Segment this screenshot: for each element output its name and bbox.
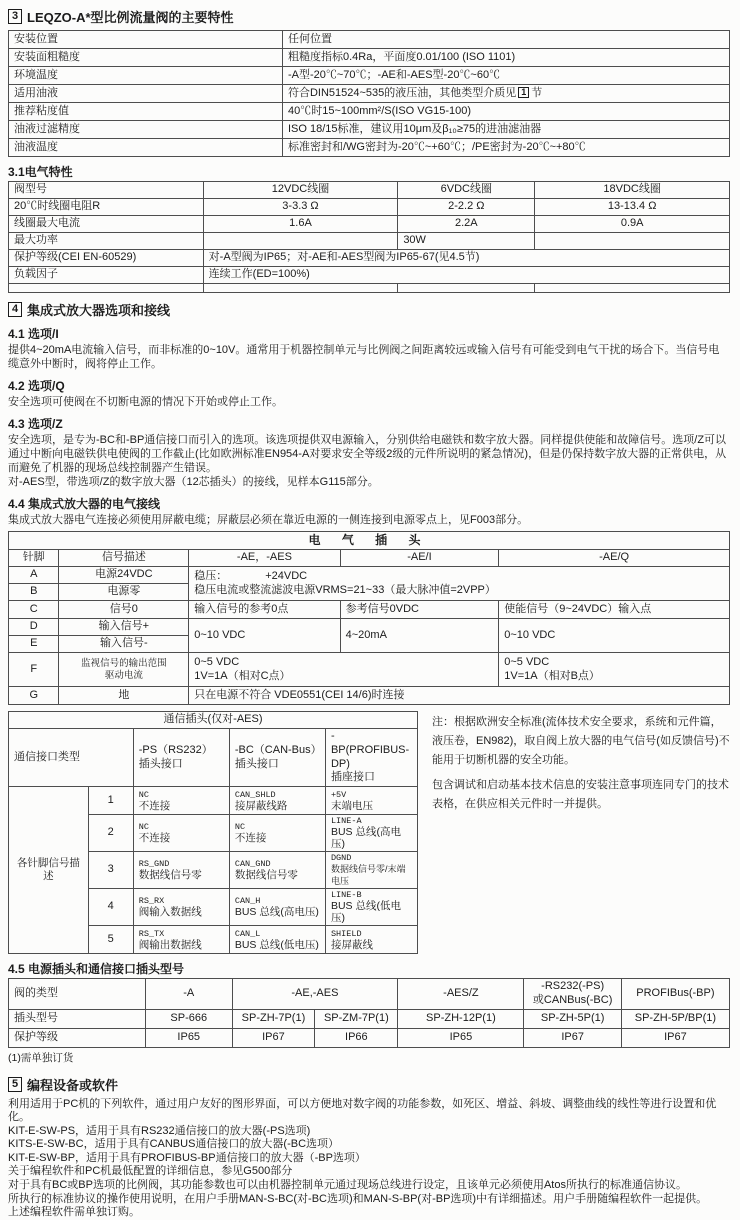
section-4-2-text: 安全选项可使阀在不切断电源的情况下开始或停止工作。 bbox=[8, 396, 283, 408]
body-line: 利用适用于PC机的下列软件，通过用户友好的图形界面，可以方便地对数字阀的功能参数，如死区、增益、斜坡、调整曲线的线性等进行设置和优化。 bbox=[8, 1097, 717, 1124]
table-row bbox=[9, 182, 730, 199]
row-label: 负载因子 bbox=[9, 267, 204, 284]
table-row bbox=[9, 601, 730, 619]
body-line: 上述编程软件需单独订购。 bbox=[8, 1206, 140, 1219]
column-header: -A bbox=[145, 979, 232, 1010]
table-row bbox=[9, 619, 730, 636]
body-line: 所执行的标准协议的操作使用说明，在用户手册MAN-S-BC(对-BC选项)和MAN-S-BP(对-BP选项)中有详细描述。用户手册随编程软件一起提供。 bbox=[8, 1192, 708, 1205]
table-row bbox=[9, 250, 730, 267]
table-row bbox=[9, 139, 730, 157]
cell: 0~10 VDC bbox=[499, 619, 730, 653]
pin-cell: E bbox=[9, 636, 59, 653]
table-row bbox=[9, 687, 730, 705]
comm-and-note-row bbox=[8, 711, 730, 954]
cell bbox=[189, 567, 730, 601]
signal-code: +5V bbox=[330, 789, 347, 800]
cell: 输入信号的参考0点 bbox=[189, 601, 340, 619]
signal-desc: 不连接 bbox=[234, 832, 267, 844]
cell bbox=[229, 787, 325, 815]
cell: IP67 bbox=[524, 1028, 621, 1047]
signal-code: LINE-B bbox=[330, 890, 362, 900]
spec-label: 安装面粗糙度 bbox=[9, 49, 283, 67]
signal-desc: BUS 总线(低电压) bbox=[234, 938, 319, 951]
signal-desc: 末端电压 bbox=[330, 799, 373, 812]
cell: 只在电源不符合 VDE0551(CEI 14/6)时连接 bbox=[189, 687, 730, 705]
cell bbox=[229, 815, 325, 852]
desc-line: 驱动电流 bbox=[104, 669, 143, 681]
cell bbox=[229, 926, 325, 954]
table-row bbox=[9, 567, 730, 584]
section-4-3-heading: 4.3 选项/Z bbox=[8, 417, 63, 431]
column-header: -AE/I bbox=[340, 550, 499, 567]
cell bbox=[499, 653, 730, 687]
section-4-2-heading: 4.2 选项/Q bbox=[8, 379, 65, 393]
cell: 2-2.2 Ω bbox=[398, 199, 535, 216]
cell bbox=[229, 852, 325, 889]
signal-desc: 电源零 bbox=[59, 584, 189, 601]
header-line: -BC（CAN-Bus） bbox=[234, 743, 322, 756]
table-row bbox=[9, 103, 730, 121]
value-line: 1V=1A（相对B点） bbox=[504, 669, 600, 682]
section-4-5-heading: 4.5 电源插头和通信接口插头型号 bbox=[8, 962, 185, 976]
column-header: PROFIBus(-BP) bbox=[621, 979, 729, 1010]
section-4-number-box: 4 bbox=[8, 302, 22, 317]
pin-cell: G bbox=[9, 687, 59, 705]
table-row bbox=[9, 284, 730, 293]
section-4-title-text: 集成式放大器选项和接线 bbox=[27, 303, 171, 318]
cell: IP65 bbox=[145, 1028, 232, 1047]
signal-code: CAN_H bbox=[234, 896, 261, 906]
section-5-number-box: 5 bbox=[8, 1077, 22, 1092]
value-text: 稳压： bbox=[194, 569, 228, 582]
signal-desc: BUS 总线(高电压) bbox=[330, 826, 401, 850]
table-row bbox=[9, 267, 730, 284]
column-header: -AES/Z bbox=[398, 979, 524, 1010]
column-header: 阀型号 bbox=[9, 182, 204, 199]
signal-desc: 数据线信号零 bbox=[234, 869, 298, 881]
column-header: 信号描述 bbox=[59, 550, 189, 567]
body-line: KIT-E-SW-BP，适用于具有PROFIBUS-BP通信接口的放大器（-BP选项） bbox=[8, 1151, 366, 1164]
header-line: 插头接口 bbox=[234, 757, 279, 770]
section-3-1-heading: 3.1电气特性 bbox=[8, 165, 73, 179]
column-header: -AE，-AES bbox=[189, 550, 340, 567]
column-header: -AE/Q bbox=[499, 550, 730, 567]
cell: 0~10 VDC bbox=[189, 619, 340, 653]
cell bbox=[535, 233, 730, 250]
signal-desc: 数据线信号零 bbox=[138, 869, 202, 881]
cell bbox=[325, 787, 417, 815]
row-label: 通信接口类型 bbox=[9, 729, 134, 787]
spec-label: 环境温度 bbox=[9, 67, 283, 85]
note-paragraph: 注：根据欧洲安全标准(流体技术安全要求，系统和元件篇，液压卷，EN982)，取自阀上放大器的电气信号(如反馈信号)不能用于切断机器的安全功能。 bbox=[432, 716, 730, 766]
cell bbox=[325, 889, 417, 926]
electrical-characteristics-table bbox=[8, 181, 730, 293]
row-label: 最大功率 bbox=[9, 233, 204, 250]
row-label: 20℃时线圈电阻R bbox=[9, 199, 204, 216]
signal-desc: 数据线信号零/末端电压 bbox=[330, 864, 406, 886]
table-footnote: (1)需单独订货 bbox=[8, 1051, 74, 1064]
spec-value: 标准密封和/WG密封为-20℃~+60℃；/PE密封为-20℃~+80℃ bbox=[282, 139, 729, 157]
pin-cell: D bbox=[9, 619, 59, 636]
cell bbox=[133, 852, 229, 889]
signal-desc: BUS 总线(低电压) bbox=[330, 900, 401, 924]
cell bbox=[133, 889, 229, 926]
cell: SP-666 bbox=[145, 1009, 232, 1028]
body-line: KIT-E-SW-PS，适用于具有RS232通信接口的放大器(-PS选项) bbox=[8, 1124, 311, 1137]
section-4-1-heading: 4.1 选项/I bbox=[8, 327, 59, 341]
cell: 1.6A bbox=[203, 216, 398, 233]
body-line: 对于具有BC或BP选项的比例阀，其功能参数也可以由机器控制单元通过现场总线进行设定，且该单元必须使用Atos所执行的标准通信协议。 bbox=[8, 1179, 687, 1192]
signal-desc: 接屏蔽线 bbox=[330, 938, 373, 951]
spec-label: 适用油液 bbox=[9, 85, 283, 103]
section-3-number-box: 3 bbox=[8, 9, 22, 24]
value-line: 0~5 VDC bbox=[504, 655, 550, 668]
communication-plug-table bbox=[8, 711, 418, 954]
spec-value: -A型-20℃~70℃；-AE和-AES型-20℃~60℃ bbox=[282, 67, 729, 85]
cell: IP67 bbox=[621, 1028, 729, 1047]
column-header: 12VDC线圈 bbox=[203, 182, 398, 199]
section-4-3-text: 对-AES型，带选项/Z的数字放大器（12芯插头）的接线，见样本G115部分。 bbox=[8, 476, 379, 488]
cell: 对-A型阀为IP65；对-AE和-AES型阀为IP65-67(见4.5节) bbox=[203, 250, 729, 267]
signal-desc: 阀输出数据线 bbox=[138, 938, 202, 951]
table-row bbox=[9, 199, 730, 216]
cell: IP66 bbox=[315, 1028, 398, 1047]
section-4-3-text: 安全选项，是专为-BC和-BP通信接口而引入的选项。该选项提供双电源输入，分别供给电磁铁和数字放大器。同样提供使能和故障信号。选项/Z可以通过中断向电磁铁供电使阀的工作截止(比如欧洲标准EN954-A对要求安全等级2级的元件所说明的紧急情况)，但是仍保持数字放大器的正常供电，从而避免了机器的现场总线控制器产生错误。 bbox=[8, 434, 727, 474]
body-line: 关于编程软件和PC机最低配置的详细信息，参见G500部分 bbox=[8, 1165, 293, 1178]
spec-value: ISO 18/15标准，建议用10μm及β₁₀≥75的进油滤油器 bbox=[282, 121, 729, 139]
value-line: 1V=1A（相对C点） bbox=[194, 669, 291, 682]
section-3-title bbox=[8, 7, 730, 26]
header-line: 或CANBus(-BC) bbox=[532, 993, 613, 1006]
table-row bbox=[9, 787, 418, 815]
signal-desc: 不连接 bbox=[138, 832, 171, 844]
header-line: 插头接口 bbox=[138, 757, 183, 770]
cell bbox=[133, 787, 229, 815]
row-label: 插头型号 bbox=[9, 1009, 146, 1028]
electrical-plug-table bbox=[8, 531, 730, 705]
empty-cell bbox=[9, 284, 204, 293]
table-row bbox=[9, 550, 730, 567]
cell: 连续工作(ED=100%) bbox=[203, 267, 729, 284]
spec-value bbox=[282, 85, 729, 103]
cell bbox=[325, 926, 417, 954]
signal-desc: 阀输入数据线 bbox=[138, 906, 202, 918]
signal-desc: 输入信号- bbox=[59, 636, 189, 653]
column-header: -AE,-AES bbox=[232, 979, 398, 1010]
section-5-body bbox=[8, 1098, 730, 1220]
cell: 4~20mA bbox=[340, 619, 499, 653]
signal-desc: 输入信号+ bbox=[59, 619, 189, 636]
signal-desc bbox=[59, 653, 189, 687]
section-5-title-text: 编程设备或软件 bbox=[27, 1077, 119, 1093]
cell: IP67 bbox=[232, 1028, 315, 1047]
section-ref-box: 1 bbox=[518, 87, 529, 98]
cell bbox=[229, 889, 325, 926]
row-label: 阀的类型 bbox=[9, 979, 146, 1010]
signal-code: CAN_GND bbox=[234, 859, 271, 869]
table-title: 通信插头(仅对-AES) bbox=[9, 712, 418, 729]
cell: 参考信号0VDC bbox=[340, 601, 499, 619]
signal-code: NC bbox=[138, 822, 149, 832]
cell: IP65 bbox=[398, 1028, 524, 1047]
comm-table-wrap bbox=[8, 711, 418, 954]
value-line: 稳压电流或整流滤波电源VRMS=21~33（最大脉冲值=2VPP） bbox=[194, 583, 496, 596]
row-label: 保护等级(CEI EN-60529) bbox=[9, 250, 204, 267]
column-header: 6VDC线圈 bbox=[398, 182, 535, 199]
signal-desc: 信号0 bbox=[59, 601, 189, 619]
cell bbox=[189, 653, 499, 687]
signal-code: NC bbox=[234, 822, 246, 832]
pin-cell: A bbox=[9, 567, 59, 584]
section-3-title-text: LEQZO-A*型比例流量阀的主要特性 bbox=[27, 10, 234, 25]
spec-value: 粗糙度指标0.4Ra，平面度0.01/100 (ISO 1101) bbox=[282, 49, 729, 67]
signal-code: NC bbox=[138, 789, 149, 800]
signal-desc: BUS 总线(高电压) bbox=[234, 906, 319, 918]
pin-cell: F bbox=[9, 653, 59, 687]
table-row bbox=[9, 31, 730, 49]
value-line: 0~5 VDC bbox=[194, 655, 240, 668]
spec-value: 40℃时15~100mm²/S(ISO VG15-100) bbox=[282, 103, 729, 121]
table-row bbox=[9, 67, 730, 85]
signal-desc: 电源24VDC bbox=[59, 567, 189, 584]
column-header bbox=[524, 979, 621, 1010]
pin-cell: 1 bbox=[88, 787, 133, 815]
table-row bbox=[9, 532, 730, 550]
cell bbox=[133, 815, 229, 852]
signal-code: DGND bbox=[330, 853, 352, 863]
signal-code: CAN_SHLD bbox=[234, 789, 276, 800]
pin-cell: B bbox=[9, 584, 59, 601]
plug-model-table bbox=[8, 978, 730, 1048]
table-row bbox=[9, 85, 730, 103]
empty-cell bbox=[535, 284, 730, 293]
body-line: KITS-E-SW-BC，适用于具有CANBUS通信接口的放大器(-BC选项） bbox=[8, 1138, 340, 1151]
spec-value-text: 节 bbox=[531, 86, 543, 99]
section-4-1-text: 提供4~20mA电流输入信号，而非标准的0~10V。通常用于机器控制单元与比例阀之间距离较远或输入信号有可能受到电气干扰的场合下。当信号电缆意外中断时，阀将停止工作。 bbox=[8, 344, 720, 370]
column-header bbox=[325, 729, 417, 787]
signal-desc: 地 bbox=[59, 687, 189, 705]
spec-label: 油液温度 bbox=[9, 139, 283, 157]
table-row bbox=[9, 979, 730, 1010]
cell: 13-13.4 Ω bbox=[535, 199, 730, 216]
section-5-title bbox=[8, 1075, 730, 1094]
spec-label: 推荐粘度值 bbox=[9, 103, 283, 121]
pin-cell: 5 bbox=[88, 926, 133, 954]
cell bbox=[325, 852, 417, 889]
header-line: 插座接口 bbox=[330, 771, 375, 784]
cell: 0.9A bbox=[535, 216, 730, 233]
row-label: 保护等级 bbox=[9, 1028, 146, 1047]
pin-cell: C bbox=[9, 601, 59, 619]
column-header bbox=[133, 729, 229, 787]
empty-cell bbox=[398, 284, 535, 293]
empty-cell bbox=[203, 284, 398, 293]
table-row bbox=[9, 49, 730, 67]
cell: 3-3.3 Ω bbox=[203, 199, 398, 216]
table-row bbox=[9, 121, 730, 139]
cell: 30W bbox=[398, 233, 535, 250]
column-header: 18VDC线圈 bbox=[535, 182, 730, 199]
cell bbox=[133, 926, 229, 954]
pin-cell: 2 bbox=[88, 815, 133, 852]
signal-code: SHIELD bbox=[330, 928, 362, 939]
row-label: 线圈最大电流 bbox=[9, 216, 204, 233]
value-text: +24VDC bbox=[265, 569, 308, 582]
value-line bbox=[194, 570, 724, 584]
cell: 使能信号（9~24VDC）输入点 bbox=[499, 601, 730, 619]
note-paragraph: 包含调试和启动基本技术信息的安装注意事项连同专门的技术表格，在供应相关元件时一并提供。 bbox=[432, 779, 729, 810]
spec-value: 任何位置 bbox=[282, 31, 729, 49]
column-header: 针脚 bbox=[9, 550, 59, 567]
signal-desc: 接屏蔽线路 bbox=[234, 799, 288, 812]
row-label: 各针脚信号描述 bbox=[9, 787, 89, 954]
table-row bbox=[9, 729, 418, 787]
cell: 2.2A bbox=[398, 216, 535, 233]
signal-code: RS_RX bbox=[138, 896, 165, 906]
spec-value-text: 符合DIN51524~535的液压油，其他类型介质见 bbox=[287, 86, 517, 99]
table-row bbox=[9, 1009, 730, 1028]
table-row bbox=[9, 1028, 730, 1047]
section-4-4-text: 集成式放大器电气连接必须使用屏蔽电缆；屏蔽层必须在靠近电源的一侧连接到电源零点上，见F003部分。 bbox=[8, 514, 529, 526]
table-row bbox=[9, 216, 730, 233]
signal-code: RS_GND bbox=[138, 859, 170, 869]
cell: SP-ZH-5P/BP(1) bbox=[621, 1009, 729, 1028]
table-row bbox=[9, 712, 418, 729]
cell: SP-ZH-7P(1) bbox=[232, 1009, 315, 1028]
safety-note bbox=[432, 711, 730, 820]
header-line: -BP(PROFIBUS-DP) bbox=[330, 730, 410, 770]
header-line: -RS232(-PS) bbox=[541, 980, 605, 992]
signal-desc: 不连接 bbox=[138, 799, 171, 812]
table-title: 电 气 插 头 bbox=[9, 532, 730, 550]
pin-cell: 4 bbox=[88, 889, 133, 926]
pin-cell: 3 bbox=[88, 852, 133, 889]
column-header bbox=[229, 729, 325, 787]
section-4-4-heading: 4.4 集成式放大器的电气接线 bbox=[8, 497, 161, 511]
signal-code: LINE-A bbox=[330, 816, 362, 826]
cell: SP-ZH-12P(1) bbox=[398, 1009, 524, 1028]
table-row bbox=[9, 233, 730, 250]
cell: SP-ZM-7P(1) bbox=[315, 1009, 398, 1028]
spec-label: 油液过滤精度 bbox=[9, 121, 283, 139]
section-4-title bbox=[8, 300, 730, 319]
header-line: -PS（RS232） bbox=[138, 743, 213, 756]
cell: SP-ZH-5P(1) bbox=[524, 1009, 621, 1028]
cell bbox=[203, 233, 398, 250]
table-row bbox=[9, 653, 730, 687]
signal-code: CAN_L bbox=[234, 928, 261, 939]
cell bbox=[325, 815, 417, 852]
signal-code: RS_TX bbox=[138, 928, 165, 939]
desc-line: 监视信号的输出范围 bbox=[81, 657, 167, 669]
main-characteristics-table bbox=[8, 30, 730, 157]
spec-label: 安装位置 bbox=[9, 31, 283, 49]
